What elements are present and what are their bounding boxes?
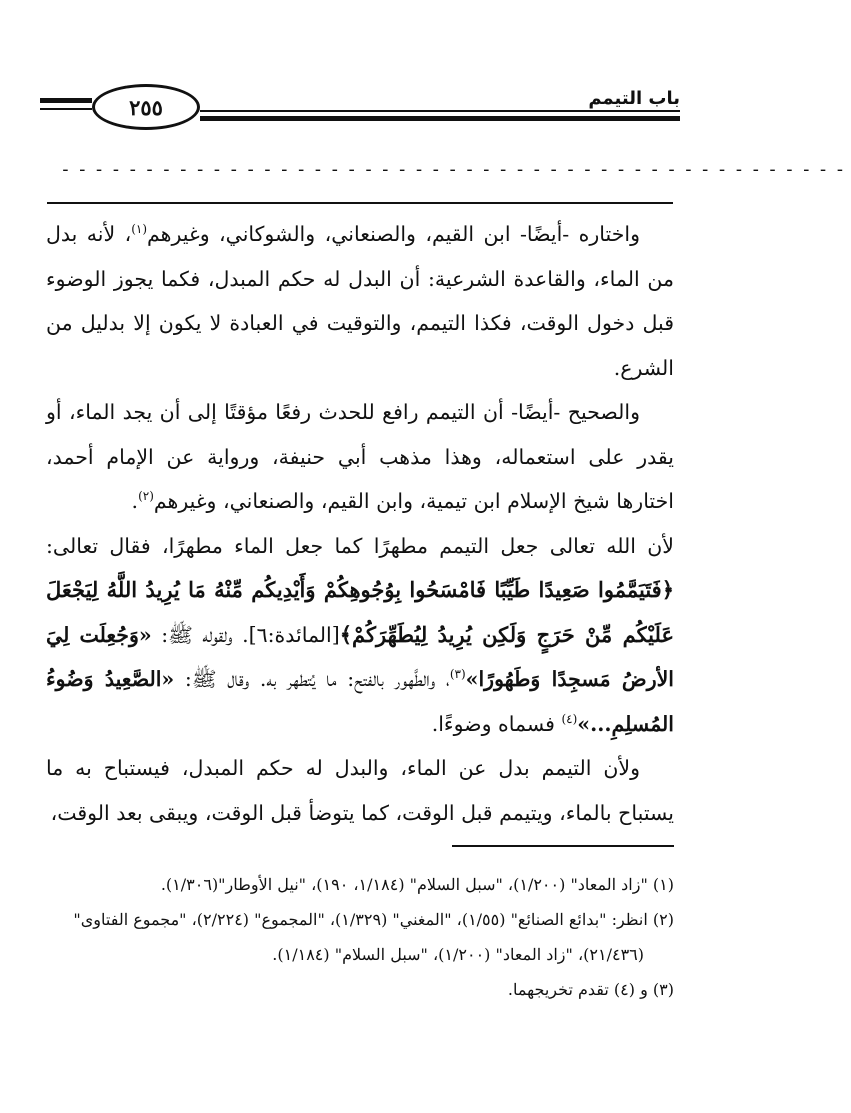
footnote-2a: (٢) انظر: "بدائع الصنائع" (١/٥٥)، "المغني" (١/٣٢٩)، "المجموع" (٢/٢٢٤)، "مجموع الفتاوى" xyxy=(73,910,674,929)
paragraph-4 xyxy=(46,746,674,835)
hadith-2: «الصَّعِيدُ وَضُوءُ المُسلِمِ...» xyxy=(46,667,674,736)
footnote-rule xyxy=(452,845,674,847)
p3-tail: فسماه وضوءًا. xyxy=(431,711,562,736)
dashed-separator: ----------------------------------------------- xyxy=(60,159,851,180)
footnote-3-4: (٣) و (٤) تقدم تخريجهما. xyxy=(507,980,674,999)
quran-verse: ﴿فَتَيَمَّمُوا صَعِيدًا طَيِّبًا فَامْسَحُوا بِوُجُوهِكُمْ وَأَيْدِيكُم مِّنْهُ مَا يُرِيدُ اللَّهُ لِيَجْعَلَ عَلَيْكُم مِّنْ حَرَجٍ وَلَكِن يُرِيدُ لِيُطَهِّرَكُمْ﴾ xyxy=(46,577,674,647)
p4-text: ولأن التيمم بدل عن الماء، والبدل له حكم المبدل، فيستباح به ما يستباح بالماء، ويتيمم قبل الوقت، كما يتوضأ قبل الوقت، ويبقى بعد الوقت، xyxy=(46,756,674,825)
header-rule-left-thin xyxy=(40,108,92,110)
footnote-ref-4: (٤) xyxy=(561,711,578,726)
hadith-1: «وَجُعِلَت لِيَ الأرضُ مَسجِدًا وَطَهُورًا» xyxy=(46,622,675,691)
main-text xyxy=(46,212,674,835)
header-rule-right xyxy=(200,116,680,121)
footnote-2b: (٢١/٤٣٦)، "زاد المعاد" (١/٢٠٠)، "سبل السلام" (١/١٨٤). xyxy=(272,945,644,964)
paragraph-1 xyxy=(46,212,674,390)
p2-tail: . xyxy=(131,489,139,513)
header-rule-left xyxy=(40,98,92,103)
footnote-ref-1: (١) xyxy=(131,222,148,237)
p2-text: والصحيح -أيضًا- أن التيمم رافع للحدث رفعًا مؤقتًا إلى أن يجد الماء، أو يقدر على استعماله، وهذا مذهب أبي حنيفة، ورواية عن الإمام أحمد، اختارها شيخ الإسلام ابن تيمية، وابن القيم، والصنعاني، وغيرهم xyxy=(46,400,674,513)
header-rule-right-thin xyxy=(200,110,680,112)
page-number: ٢٥٥ xyxy=(92,84,200,130)
footnote-ref-2: (٢) xyxy=(138,489,154,504)
p3-intro: لأن الله تعالى جعل التيمم مطهرًا كما جعل الماء مطهرًا، فقال تعالى: xyxy=(46,533,674,558)
separator-rule xyxy=(47,202,673,204)
p1-text-b: ، لأنه بدل من الماء، والقاعدة الشرعية: أن البدل له حكم المبدل، فكما يجوز الوضوء قبل دخول الوقت، فكذا التيمم، والتوقيت في العبادة لا يكون إلا بدليل من الشرع. xyxy=(46,222,674,380)
footnote-ref-3: (٣) xyxy=(449,667,466,682)
verse-reference: [المائدة:٦]. xyxy=(242,622,340,647)
paragraph-2 xyxy=(46,390,674,524)
p3-mid2: ، والطَّهور بالفتح: ما يُتطهر به. وقال ﷺ: xyxy=(174,667,450,691)
paragraph-3 xyxy=(46,524,674,747)
p1-text-a: واختاره -أيضًا- ابن القيم، والصنعاني، والشوكاني، وغيرهم xyxy=(147,222,640,246)
chapter-title: باب التيمم xyxy=(588,88,680,109)
footnote-1: (١) "زاد المعاد" (١/٢٠٠)، "سبل السلام" (١/١٨٤، ١٩٠)، "نيل الأوطار"(١/٣٠٦). xyxy=(160,875,674,894)
footnotes xyxy=(46,867,674,1007)
p3-mid: ولقوله ﷺ: xyxy=(151,622,243,647)
page-header xyxy=(40,82,680,132)
